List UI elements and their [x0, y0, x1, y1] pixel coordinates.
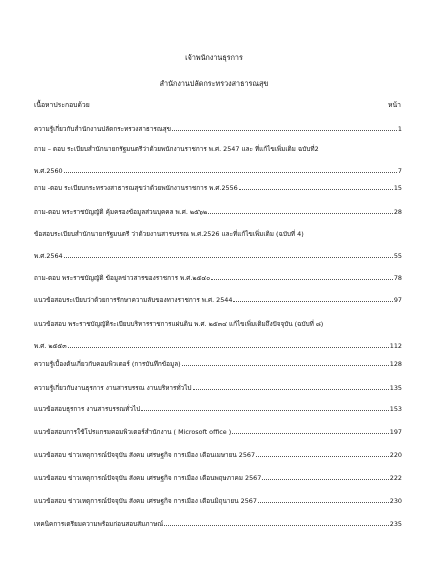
toc-entry [34, 474, 402, 482]
toc-page-number: 78 [393, 274, 402, 282]
toc-entry [34, 320, 402, 350]
dot-leader [256, 456, 389, 457]
toc-entry-title: พ.ศ. ๒๕๕๓ [34, 342, 67, 350]
contents-heading: เนื้อหาประกอบด้วย [34, 101, 90, 109]
toc-page-number: 112 [389, 342, 402, 350]
toc-entry-title: แนวข้อสอบระเบียบว่าด้วยการรักษาความลับของทางราชการ พ.ศ. 2544 [34, 296, 233, 304]
page-column-heading: หน้า [388, 101, 401, 109]
toc-entry [34, 360, 402, 368]
toc-page-number: 135 [389, 384, 402, 392]
toc-entry-title: ความรู้เกี่ยวกับสำนักงานปลัดกระทรวงสาธารณสุข [34, 125, 172, 133]
dot-leader [68, 347, 389, 348]
toc-entry-title: แนวข้อสอบ ข่าวเหตุการณ์ปัจจุบัน สังคม เศรษฐกิจ การเมือง เดือนมิถุนายน 2567 [34, 497, 257, 505]
toc-page-number: 197 [389, 428, 402, 436]
toc-entry-title: ข้อสอบระเบียบสำนักนายกรัฐมนตรี ว่าด้วยงานสารบรรณ พ.ศ.2526 และที่แก้ไขเพิ่มเติม (ฉบับที่ 4) [34, 230, 304, 238]
dot-leader [262, 479, 388, 480]
toc-entry [34, 274, 402, 282]
toc-page-number: 230 [389, 497, 402, 505]
dot-leader [64, 257, 393, 258]
toc-entry-title: แนวข้อสอบการใช้โปรแกรมคอมพิวเตอร์สำนักงาน ( Microsoft office ) [34, 428, 232, 436]
toc-entry-title: ความรู้เบื้องต้นเกี่ยวกับคอมพิวเตอร์ (การบันทึกข้อมูล) [34, 360, 181, 368]
toc-entry-title: พ.ศ.2560 [34, 167, 63, 175]
toc-entry [34, 405, 402, 413]
dot-leader [164, 525, 389, 526]
dot-leader [182, 365, 389, 366]
dot-leader [239, 189, 393, 190]
dot-leader [232, 433, 389, 434]
toc-page-number: 128 [389, 360, 402, 368]
toc-entry-title: เทคนิคการเตรียมความพร้อมก่อนสอบสัมภาษณ์ [34, 520, 164, 528]
toc-entry-title: แนวข้อสอบ ข่าวเหตุการณ์ปัจจุบัน สังคม เศรษฐกิจ การเมือง เดือนพฤษภาคม 2567 [34, 474, 262, 482]
toc-page-number: 1 [397, 125, 402, 133]
toc-entry [34, 125, 402, 133]
toc-entry [34, 497, 402, 505]
dot-leader [193, 389, 389, 390]
toc-page-number: 97 [393, 296, 402, 304]
toc-entry-title: แนวข้อสอบ พระราชบัญญัติระเบียบบริหารราชการแผ่นดิน พ.ศ. ๒๕๓๔ แก้ไขเพิ่มเติมถึงปัจจุบัน (ฉบับที่ ๘) [34, 320, 324, 328]
toc-entry [34, 145, 402, 175]
toc-page-number: 153 [389, 405, 402, 413]
toc-page-number: 222 [389, 474, 402, 482]
toc-entry [34, 230, 402, 260]
toc-entry-title: ความรู้เกี่ยวกับงานธุรการ งานสารบรรณ งานบริหารทั่วไป [34, 384, 192, 392]
toc-entry-title: แนวข้อสอบธุรการ งานสารบรรณทั่วไป [34, 405, 141, 413]
toc-entry [34, 296, 402, 304]
document-subtitle: สำนักงานปลัดกระทรวงสาธารณสุข [159, 79, 269, 88]
dot-leader [172, 130, 397, 131]
toc-entry-title: ถาม – ตอบ ระเบียบสำนักนายกรัฐมนตรีว่าด้วยพนักงานราชการ พ.ศ. 2547 และ ที่แก้ไขเพิ่มเติม ฉบับที่2 [34, 145, 319, 153]
dot-leader [64, 172, 397, 173]
toc-page-number: 15 [393, 184, 402, 192]
toc-entry [34, 451, 402, 459]
toc-entry-title: ถาม-ตอบ พระราชบัญญัติ คุ้มครองข้อมูลส่วนบุคคล พ.ศ. ๒๕๖๒ [34, 208, 208, 216]
dot-leader [233, 301, 392, 302]
dot-leader [211, 279, 393, 280]
toc-entry-title: แนวข้อสอบ ข่าวเหตุการณ์ปัจจุบัน สังคม เศรษฐกิจ การเมือง เดือนเมษายน 2567 [34, 451, 256, 459]
document-title: เจ้าพนักงานธุรการ [185, 53, 243, 62]
toc-entry [34, 208, 402, 216]
toc-page-number: 28 [393, 208, 402, 216]
toc-entry [34, 384, 402, 392]
toc-entry-title: พ.ศ.2564 [34, 252, 63, 260]
toc-page-number: 220 [389, 451, 402, 459]
toc-entry [34, 520, 402, 528]
toc-entry [34, 184, 402, 192]
toc-entry [34, 428, 402, 436]
toc-entry-title: ถาม -ตอบ ระเบียบกระทรวงสาธารณสุขว่าด้วยพนักงานราชการ พ.ศ.2556 [34, 184, 238, 192]
dot-leader [208, 213, 393, 214]
toc-page-number: 7 [397, 167, 402, 175]
toc-page-number: 55 [393, 252, 402, 260]
toc-entry-title: ถาม-ตอบ พระราชบัญญัติ ข้อมูลข่าวสารของราชการ พ.ศ.๒๕๔๐ [34, 274, 211, 282]
toc-page-number: 235 [389, 520, 402, 528]
dot-leader [258, 502, 389, 503]
dot-leader [141, 410, 389, 411]
